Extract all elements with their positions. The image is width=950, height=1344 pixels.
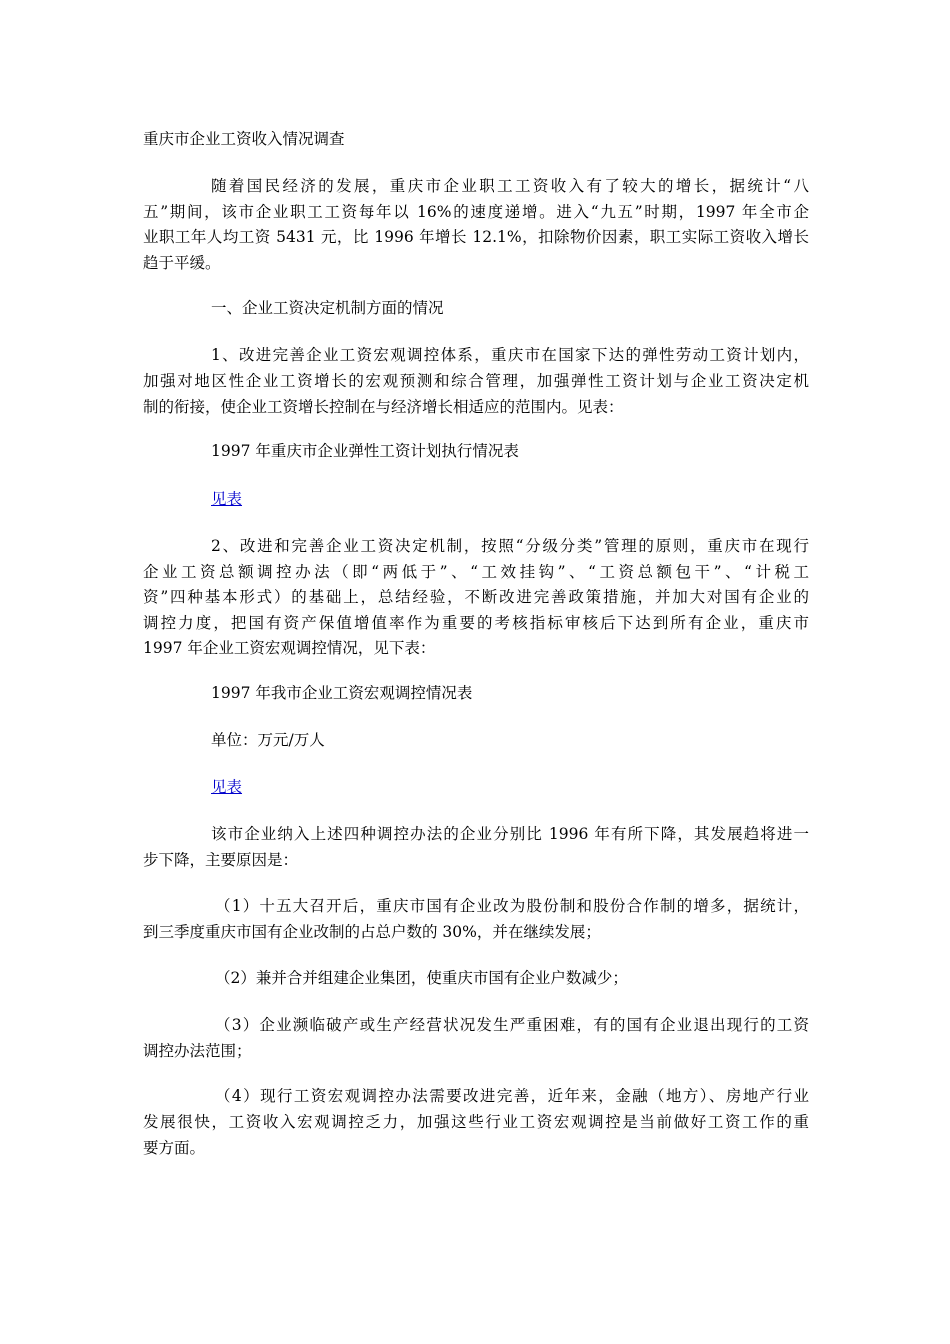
view-table-1-link[interactable]: 见表 xyxy=(211,490,243,508)
paragraph-line: 业职工年人均工资 5431 元，比 1996 年增长 12.1%，扣除物价因素，职工实际工资收入增长 xyxy=(143,228,809,246)
section-heading: 一、企业工资决定机制方面的情况 xyxy=(211,299,444,317)
paragraph-line: 企业工资总额调控办法（即“两低于”、“工效挂钩”、“工资总额包干”、“计税工 xyxy=(143,563,809,581)
document-title: 重庆市企业工资收入情况调查 xyxy=(143,130,345,148)
paragraph-line: 到三季度重庆市国有企业改制的占总户数的 30%，并在继续发展； xyxy=(143,923,601,941)
paragraph-line: 1997 年企业工资宏观调控情况，见下表： xyxy=(143,639,436,657)
table-2-unit: 单位：万元/万人 xyxy=(211,731,325,749)
paragraph-line: （3）企业濒临破产或生产经营状况发生严重困难，有的国有企业退出现行的工资 xyxy=(215,1016,809,1034)
paragraph-line: 调控力度，把国有资产保值增值率作为重要的考核指标审核后下达到所有企业，重庆市 xyxy=(143,614,809,632)
paragraph-line: 2、改进和完善企业工资决定机制，按照“分级分类”管理的原则，重庆市在现行 xyxy=(211,537,809,555)
view-table-2-link[interactable]: 见表 xyxy=(211,778,243,796)
paragraph-line: 随着国民经济的发展，重庆市企业职工工资收入有了较大的增长，据统计“八 xyxy=(211,177,809,195)
table-2-title: 1997 年我市企业工资宏观调控情况表 xyxy=(211,684,473,702)
paragraph-line: 资”四种基本形式）的基础上，总结经验，不断改进完善政策措施，并加大对国有企业的 xyxy=(143,588,809,606)
paragraph-line: （1）十五大召开后，重庆市国有企业改为股份制和股份合作制的增多，据统计， xyxy=(215,897,809,915)
table-2-link-row xyxy=(143,774,809,800)
reason-2: （2）兼并合并组建企业集团，使重庆市国有企业户数减少； xyxy=(215,969,628,987)
table-1-link-row xyxy=(143,486,809,512)
paragraph-line: 制的衔接，使企业工资增长控制在与经济增长相适应的范围内。见表： xyxy=(143,398,624,416)
paragraph-line: 趋于平缓。 xyxy=(143,254,221,272)
paragraph-line: 该市企业纳入上述四种调控办法的企业分别比 1996 年有所下降，其发展趋将进一 xyxy=(211,825,809,843)
paragraph-line: 要方面。 xyxy=(143,1139,206,1157)
paragraph-line: 加强对地区性企业工资增长的宏观预测和综合管理，加强弹性工资计划与企业工资决定机 xyxy=(143,372,809,390)
paragraph-line: 1、改进完善企业工资宏观调控体系，重庆市在国家下达的弹性劳动工资计划内， xyxy=(211,346,809,364)
paragraph-line: （4）现行工资宏观调控办法需要改进完善，近年来，金融（地方）、房地产行业 xyxy=(215,1087,809,1105)
paragraph-line: 发展很快，工资收入宏观调控乏力，加强这些行业工资宏观调控是当前做好工资工作的重 xyxy=(143,1113,809,1131)
paragraph-line: 五”期间，该市企业职工工资每年以 16%的速度递增。进入“九五”时期，1997 年全市企 xyxy=(143,203,809,221)
paragraph-line: 步下降，主要原因是： xyxy=(143,851,299,869)
table-1-title: 1997 年重庆市企业弹性工资计划执行情况表 xyxy=(211,442,519,460)
paragraph-line: 调控办法范围； xyxy=(143,1042,252,1060)
